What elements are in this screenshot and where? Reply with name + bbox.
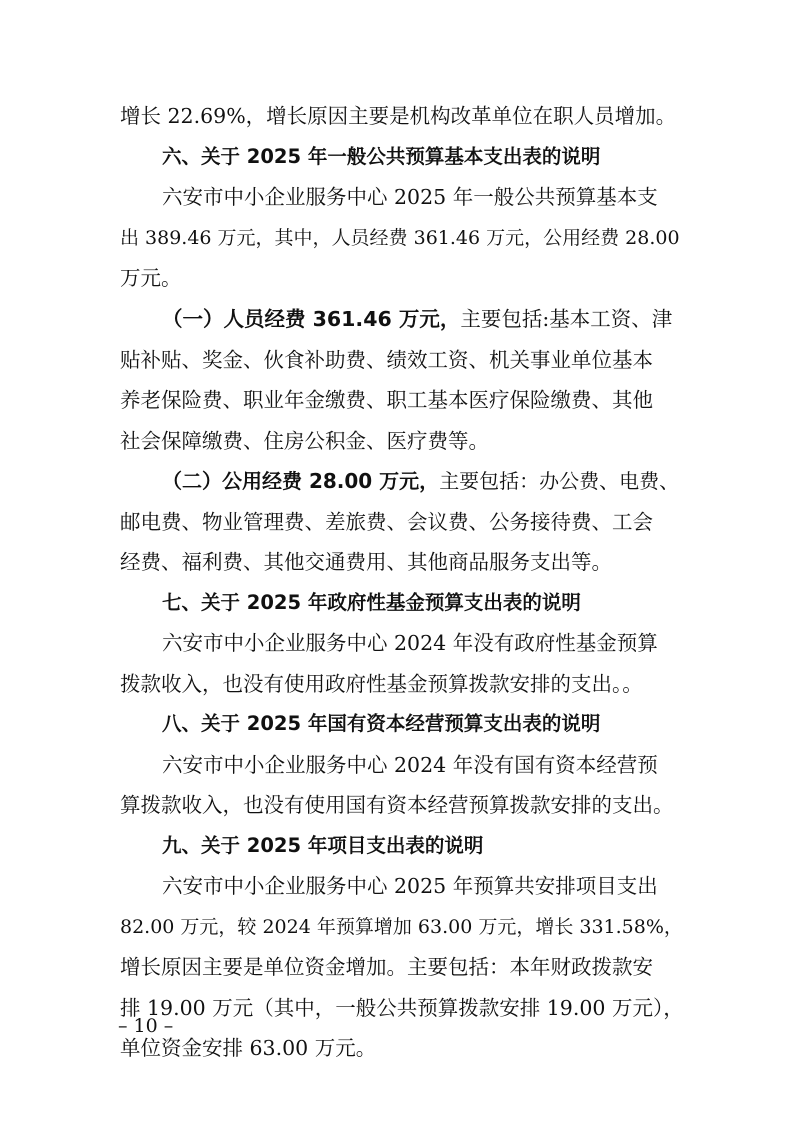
line-text: 六安市中小企业服务中心 2025 年一般公共预算基本支 — [162, 185, 658, 209]
line-text: 82.00 万元，较 2024 年预算增加 63.00 万元，增长 331.58%， — [120, 916, 683, 938]
line-text: 排 19.00 万元（其中，一般公共预算拨款安排 19.00 万元）， — [120, 996, 684, 1020]
line-text: 增长原因主要是单位资金增加。主要包括：本年财政拨款安 — [120, 955, 653, 979]
body-line — [0, 664, 793, 704]
section-heading — [0, 704, 793, 744]
line-text: 邮电费、物业管理费、差旅费、会议费、公务接待费、工会 — [120, 510, 653, 534]
bold-lead-text: （二）公用经费 28.00 万元， — [162, 469, 440, 493]
body-line — [0, 785, 793, 825]
line-text: 万元。 — [120, 266, 182, 290]
body-line — [0, 177, 793, 217]
line-text: 单位资金安排 63.00 万元。 — [120, 1036, 377, 1060]
body-line — [0, 947, 793, 987]
body-line — [0, 96, 793, 136]
section-heading — [0, 826, 793, 866]
heading-text: 八、关于 2025 年国有资本经营预算支出表的说明 — [162, 712, 601, 735]
body-line — [0, 218, 793, 258]
line-text: 六安市中小企业服务中心 2024 年没有政府性基金预算 — [162, 631, 658, 655]
heading-text: 七、关于 2025 年政府性基金预算支出表的说明 — [162, 591, 581, 614]
body-line — [0, 542, 793, 582]
line-text: 养老保险费、职业年金缴费、职工基本医疗保险缴费、其他 — [120, 388, 653, 412]
body-line — [0, 502, 793, 542]
line-text: 社会保障缴费、住房公积金、医疗费等。 — [120, 429, 489, 453]
body-line — [0, 299, 793, 339]
line-text: 六安市中小企业服务中心 2024 年没有国有资本经营预 — [162, 753, 658, 777]
line-text: 贴补贴、奖金、伙食补助费、绩效工资、机关事业单位基本 — [120, 348, 653, 372]
line-text: 算拨款收入，也没有使用国有资本经营预算拨款安排的支出。 — [120, 793, 674, 817]
body-line — [0, 380, 793, 420]
page-number: – 10 – — [118, 1015, 174, 1037]
body-line — [0, 461, 793, 501]
body-line — [0, 258, 793, 298]
line-text: 主要包括:基本工资、津 — [460, 307, 673, 331]
line-text: 增长 22.69%，增长原因主要是机构改革单位在职人员增加。 — [120, 104, 677, 128]
body-line — [0, 866, 793, 906]
section-heading — [0, 137, 793, 177]
line-text: 经费、福利费、其他交通费用、其他商品服务支出等。 — [120, 550, 612, 574]
body-line — [0, 907, 793, 947]
line-text: 主要包括：办公费、电费、 — [439, 469, 680, 493]
section-heading — [0, 583, 793, 623]
body-line — [0, 340, 793, 380]
line-text: 拨款收入，也没有使用政府性基金预算拨款安排的支出。。 — [120, 672, 643, 696]
body-line — [0, 745, 793, 785]
body-line — [0, 421, 793, 461]
line-text: 六安市中小企业服务中心 2025 年预算共安排项目支出 — [162, 874, 658, 898]
line-text: 出 389.46 万元，其中，人员经费 361.46 万元，公用经费 28.00 — [120, 227, 680, 249]
bold-lead-text: （一）人员经费 361.46 万元， — [162, 307, 461, 331]
heading-text: 九、关于 2025 年项目支出表的说明 — [162, 834, 484, 857]
body-line — [0, 623, 793, 663]
heading-text: 六、关于 2025 年一般公共预算基本支出表的说明 — [162, 145, 601, 168]
